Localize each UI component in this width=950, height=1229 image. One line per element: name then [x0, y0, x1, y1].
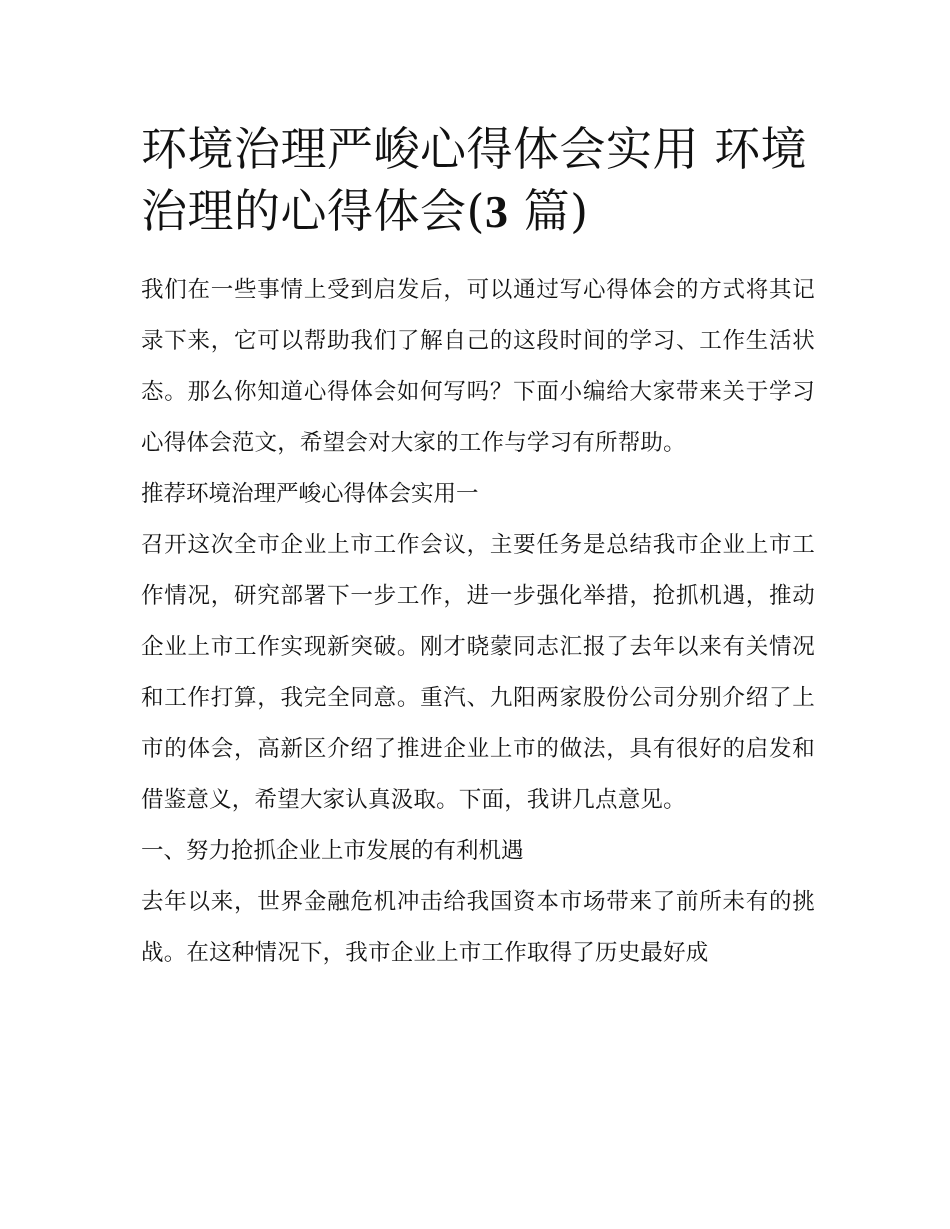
title-number: 3	[484, 186, 509, 237]
intro-paragraph: 我们在一些事情上受到启发后，可以通过写心得体会的方式将其记录下来，它可以帮助我们了解自己的这段时间的学习、工作生活状态。那么你知道心得体会如何写吗？下面小编给大家带来关于学习心得体会范文，希望会对大家的工作与学习有所帮助。	[141, 277, 815, 456]
body-paragraph-2: 去年以来，世界金融危机冲击给我国资本市场带来了前所未有的挑战。在这种情况下，我市企业上市工作取得了历史最好成	[141, 889, 815, 966]
title-text-part2: 篇)	[508, 184, 589, 238]
section-heading: 推荐环境治理严峻心得体会实用一	[141, 481, 479, 507]
point-1-heading: 一、努力抢抓企业上市发展的有利机遇	[141, 838, 524, 864]
document-title	[141, 118, 815, 243]
body-paragraph-1: 召开这次全市企业上市工作会议，主要任务是总结我市企业上市工作情况，研究部署下一步工作，进一步强化举措，抢抓机遇，推动企业上市工作实现新突破。刚才晓蒙同志汇报了去年以来有关情况和工作打算，我完全同意。重汽、九阳两家股份公司分别介绍了上市的体会，高新区介绍了推进企业上市的做法，具有很好的启发和借鉴意义，希望大家认真汲取。下面，我讲几点意见。	[141, 532, 815, 813]
document-body	[141, 265, 815, 979]
title-text-part1: 环境治理严峻心得体会实用 环境治理的心得体会(	[141, 122, 808, 238]
document-page	[141, 118, 815, 979]
